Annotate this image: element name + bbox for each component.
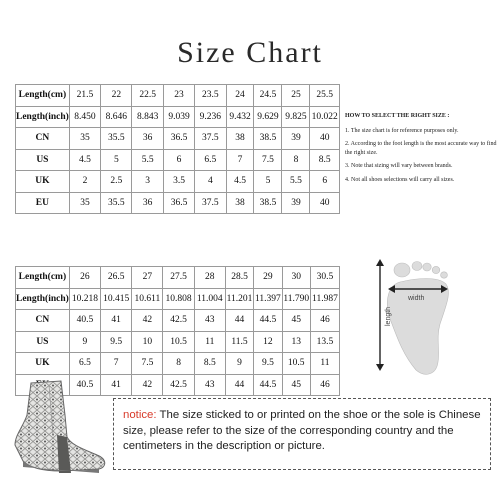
notice-text: The size sticked to or printed on the shoe or the sole is Chinese size, please refer to the size of the corresponding country and the centimeters in the description or picture. [123,409,481,452]
table-cell: 26.5 [101,267,132,289]
table-cell: 11.201 [225,288,253,310]
table-cell: 8 [163,353,194,375]
table-cell: 7.5 [254,149,282,171]
table-cell: 30.5 [310,267,339,289]
table-cell: 22 [101,85,132,107]
table-row [16,310,340,332]
table-cell: 38.5 [254,128,282,150]
tip-item: 2. According to the foot length is the most accurate way to find the right size. [345,141,497,156]
table-cell: 2 [69,171,100,193]
table-cell: 29 [254,267,282,289]
width-label: width [408,295,425,302]
length-arrow [376,259,384,371]
table-cell: 6.5 [69,353,100,375]
row-header-cell: US [16,149,70,171]
table-cell: 39 [282,128,310,150]
table-cell: 8.646 [101,106,132,128]
row-header-cell: CN [16,128,70,150]
table-cell: 40.5 [69,310,100,332]
tip-item: 1. The size chart is for reference purposes only. [345,127,459,134]
size-table-1 [15,84,340,214]
table-cell: 38 [226,192,254,214]
table-cell: 28.5 [225,267,253,289]
table-cell: 35.5 [101,128,132,150]
table-cell: 35 [69,192,100,214]
table-cell: 5 [254,171,282,193]
table-cell: 10 [132,331,163,353]
table-cell: 24 [226,85,254,107]
table-cell: 10.218 [69,288,100,310]
table-cell: 40 [310,128,340,150]
table-cell: 9.236 [195,106,226,128]
boot-image [1,375,111,480]
foot-measure-diagram [366,258,486,376]
table-cell: 43 [194,310,225,332]
table-cell: 42.5 [163,310,194,332]
table-cell: 9.5 [254,353,282,375]
row-header-cell: US [16,331,70,353]
table-cell: 3 [132,171,163,193]
table-row [16,128,340,150]
row-header-cell: UK [16,353,70,375]
table-cell: 28 [194,267,225,289]
row-header-cell: UK [16,171,70,193]
table-cell: 5 [101,149,132,171]
page-title: Size Chart [177,36,323,69]
table-cell: 6 [310,171,340,193]
table-cell: 42 [132,310,163,332]
table-cell: 23 [163,85,194,107]
table-cell: 21.5 [69,85,100,107]
size-tips [345,112,497,189]
table-cell: 13 [282,331,310,353]
table-row [16,106,340,128]
table-cell: 9.432 [226,106,254,128]
table-cell: 10.415 [101,288,132,310]
table-cell: 6.5 [195,149,226,171]
table-cell: 44.5 [254,310,282,332]
table-cell: 38 [226,128,254,150]
table-cell: 9.825 [282,106,310,128]
table-cell: 7 [101,353,132,375]
table-row [16,353,340,375]
table-cell: 36.5 [163,192,194,214]
table-cell: 6 [163,149,194,171]
notice-label: notice: [123,409,157,421]
table-cell: 30 [282,267,310,289]
length-label: length [385,306,392,326]
table-cell: 5.5 [132,149,163,171]
table-cell: 42 [132,374,163,396]
tip-item: 3. Note that sizing will vary between brands. [345,163,453,169]
table-row [16,267,340,289]
table-cell: 8 [282,149,310,171]
table-cell: 13.5 [310,331,339,353]
table-cell: 2.5 [101,171,132,193]
table-cell: 10.5 [163,331,194,353]
table-cell: 11.004 [194,288,225,310]
table-cell: 10.808 [163,288,194,310]
table-cell: 36.5 [163,128,194,150]
table-cell: 35.5 [101,192,132,214]
row-header-cell: CN [16,310,70,332]
table-cell: 25 [282,85,310,107]
table-cell: 41 [101,374,132,396]
table-cell: 46 [310,310,339,332]
table-cell: 45 [282,310,310,332]
table-cell: 46 [310,374,339,396]
table-cell: 22.5 [132,85,163,107]
table-cell: 43 [194,374,225,396]
table-cell: 23.5 [195,85,226,107]
table-cell: 26 [69,267,100,289]
table-cell: 9.5 [101,331,132,353]
table-cell: 39 [282,192,310,214]
table-row [16,288,340,310]
table-row [16,192,340,214]
table-cell: 10.022 [310,106,340,128]
table-cell: 44.5 [254,374,282,396]
table-cell: 4.5 [226,171,254,193]
table-cell: 25.5 [310,85,340,107]
table-cell: 41 [101,310,132,332]
table-cell: 9 [69,331,100,353]
table-cell: 7.5 [132,353,163,375]
table-row [16,331,340,353]
table-cell: 36 [132,192,163,214]
table-cell: 5.5 [282,171,310,193]
table-cell: 11.5 [225,331,253,353]
table-cell: 12 [254,331,282,353]
size-notice [123,408,485,455]
table-cell: 11.790 [282,288,310,310]
table-cell: 11 [310,353,339,375]
table-cell: 9.039 [163,106,194,128]
table-cell: 10.611 [132,288,163,310]
table-cell: 4.5 [69,149,100,171]
foot-icon [387,262,448,375]
table-cell: 37.5 [195,128,226,150]
table-cell: 40.5 [69,374,100,396]
table-cell: 44 [225,310,253,332]
table-cell: 36 [132,128,163,150]
table-cell: 8.5 [310,149,340,171]
table-cell: 9.629 [254,106,282,128]
table-cell: 27 [132,267,163,289]
table-cell: 7 [226,149,254,171]
table-cell: 11.397 [254,288,282,310]
table-cell: 24.5 [254,85,282,107]
table-cell: 45 [282,374,310,396]
table-cell: 9 [225,353,253,375]
table-cell: 8.5 [194,353,225,375]
table-row [16,171,340,193]
tip-item: 4. Not all shoes selections will carry all sizes. [345,176,455,183]
table-cell: 11 [194,331,225,353]
table-cell: 35 [69,128,100,150]
row-header-cell: Length(inch) [16,106,70,128]
table-cell: 38.5 [254,192,282,214]
table-cell: 27.5 [163,267,194,289]
table-cell: 8.450 [69,106,100,128]
table-cell: 8.843 [132,106,163,128]
row-header-cell: EU [16,192,70,214]
table-cell: 44 [225,374,253,396]
row-header-cell: Length(inch) [16,288,70,310]
tips-title: HOW TO SELECT THE RIGHT SIZE : [345,113,450,119]
table-row [16,149,340,171]
table-cell: 11.987 [310,288,339,310]
table-cell: 37.5 [195,192,226,214]
table-cell: 40 [310,192,340,214]
table-cell: 3.5 [163,171,194,193]
table-cell: 42.5 [163,374,194,396]
table-cell: 4 [195,171,226,193]
table-cell: 10.5 [282,353,310,375]
row-header-cell: Length(cm) [16,85,70,107]
table-row [16,85,340,107]
row-header-cell: Length(cm) [16,267,70,289]
